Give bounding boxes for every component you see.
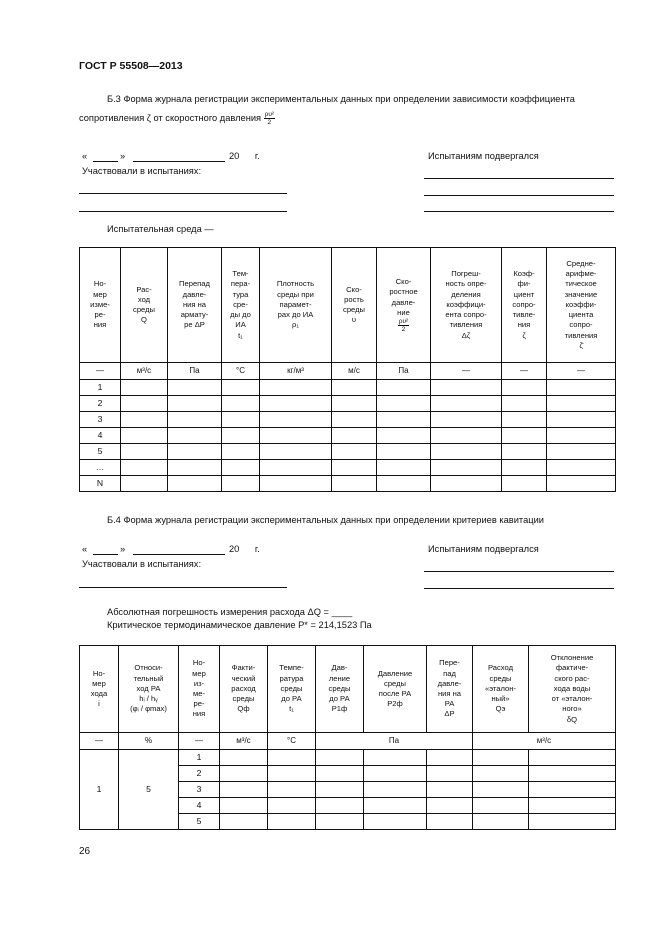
b3-header-cell [377, 248, 431, 363]
data-cell[interactable] [222, 412, 260, 428]
data-cell[interactable] [473, 766, 529, 782]
data-cell[interactable] [377, 428, 431, 444]
b3-unit-cell: кг/м³ [260, 363, 332, 380]
data-cell[interactable] [547, 428, 616, 444]
data-cell[interactable] [332, 380, 377, 396]
measurement-number: 5 [179, 814, 220, 830]
data-cell[interactable] [121, 460, 168, 476]
data-cell[interactable] [260, 412, 332, 428]
b3-header-cell: Ско- рость среды υ [332, 248, 377, 363]
b3-unit-cell: м³/с [121, 363, 168, 380]
test-medium-label: Испытательная среда — [107, 224, 214, 234]
data-cell[interactable] [268, 782, 316, 798]
data-cell[interactable] [502, 444, 547, 460]
data-cell[interactable] [260, 476, 332, 492]
b4-header-cell: Темпе- ратура среды до РА t₁ [268, 646, 316, 733]
data-cell[interactable] [260, 460, 332, 476]
data-cell[interactable] [427, 798, 473, 814]
b4-header-cell: Пере- пад давле- ния на РА ΔP [427, 646, 473, 733]
tested-object-label: Испытаниям подвергался [428, 544, 539, 554]
data-cell[interactable] [431, 460, 502, 476]
data-cell[interactable] [547, 380, 616, 396]
data-cell[interactable] [377, 396, 431, 412]
data-cell[interactable] [427, 814, 473, 830]
data-cell[interactable] [332, 460, 377, 476]
data-cell[interactable] [547, 460, 616, 476]
data-cell[interactable] [260, 396, 332, 412]
data-cell[interactable] [473, 814, 529, 830]
data-cell[interactable] [220, 750, 268, 766]
data-cell[interactable] [220, 814, 268, 830]
data-cell[interactable] [547, 412, 616, 428]
page-number: 26 [79, 846, 91, 857]
participant-blank [79, 587, 287, 588]
section-b4-title: Б.4 Форма журнала регистрации экспериментальных данных при определении критериев кавитации [107, 515, 544, 525]
data-cell[interactable] [222, 444, 260, 460]
b3-unit-cell: — [502, 363, 547, 380]
section-b3-title-line2: сопротивления ζ от скоростного давления [79, 113, 262, 123]
data-cell[interactable] [168, 476, 222, 492]
b4-unit-cell: — [179, 733, 220, 750]
data-cell[interactable] [316, 798, 364, 814]
measurement-number: 1 [179, 750, 220, 766]
data-cell[interactable] [473, 782, 529, 798]
b4-unit-cell: °С [268, 733, 316, 750]
b3-header-row [80, 248, 616, 363]
table-row [80, 412, 616, 428]
data-cell[interactable] [473, 798, 529, 814]
data-cell[interactable] [377, 380, 431, 396]
data-cell[interactable] [529, 814, 616, 830]
data-cell[interactable] [332, 428, 377, 444]
date-close-quote: » [120, 151, 126, 161]
date-open-quote: « [82, 544, 88, 554]
data-cell[interactable] [260, 444, 332, 460]
section-b3-title: Б.3 Форма журнала регистрации экспериментальных данных при определении зависимости коэффициента [107, 94, 575, 104]
b4-unit-cell: м³/с [473, 733, 616, 750]
data-cell[interactable] [529, 782, 616, 798]
data-cell[interactable] [222, 460, 260, 476]
date-year-label: 20 г. [229, 544, 260, 554]
dynamic-pressure-fraction: $\frac{\text{ρυ²}}{2}$ [264, 111, 275, 127]
b3-journal-table [79, 247, 616, 492]
tested-object-blank [424, 211, 614, 212]
b4-header-row [80, 646, 616, 733]
b3-units-row [80, 363, 616, 380]
b3-unit-cell: — [80, 363, 121, 380]
critical-pressure-line: Критическое термодинамическое давление P* = 214,1523 Па [107, 620, 372, 630]
measurement-number: 3 [179, 782, 220, 798]
data-cell[interactable] [364, 782, 427, 798]
data-cell[interactable] [260, 428, 332, 444]
data-cell[interactable] [377, 444, 431, 460]
data-cell[interactable] [121, 396, 168, 412]
row-number: 3 [80, 412, 121, 428]
data-cell[interactable] [377, 460, 431, 476]
b4-header-cell: Но- мер хода i [80, 646, 119, 733]
b4-header-cell: Давление среды после РА P2ф [364, 646, 427, 733]
data-cell[interactable] [529, 750, 616, 766]
date-day-blank [93, 554, 118, 555]
data-cell[interactable] [316, 766, 364, 782]
data-cell[interactable] [431, 444, 502, 460]
data-cell[interactable] [377, 412, 431, 428]
tested-object-blank [424, 178, 614, 179]
b4-journal-table [79, 645, 616, 830]
data-cell[interactable] [364, 814, 427, 830]
participant-blank [79, 193, 287, 194]
tested-object-label: Испытаниям подвергался [428, 151, 539, 161]
data-cell[interactable] [547, 396, 616, 412]
data-cell[interactable] [222, 428, 260, 444]
data-cell[interactable] [168, 428, 222, 444]
table-row [80, 396, 616, 412]
data-cell[interactable] [332, 396, 377, 412]
date-close-quote: » [120, 544, 126, 554]
row-number: N [80, 476, 121, 492]
data-cell[interactable] [220, 766, 268, 782]
b3-unit-cell: — [547, 363, 616, 380]
b3-header-cell: Но- мер изме- ре- ния [80, 248, 121, 363]
data-cell[interactable] [222, 396, 260, 412]
date-day-blank [93, 161, 118, 162]
data-cell[interactable] [316, 782, 364, 798]
b3-header-dynamic-pressure: Ско- ростное давле- ние [389, 277, 418, 317]
date-month-blank [133, 161, 225, 162]
measurement-number: 4 [179, 798, 220, 814]
data-cell[interactable] [168, 460, 222, 476]
b3-unit-cell: Па [377, 363, 431, 380]
data-cell[interactable] [431, 476, 502, 492]
row-number: 2 [80, 396, 121, 412]
data-cell[interactable] [121, 476, 168, 492]
document-standard-header: ГОСТ Р 55508—2013 [79, 60, 183, 72]
b3-header-cell: Тем- пера- тура сре- ды до ИА t₁ [222, 248, 260, 363]
data-cell[interactable] [268, 798, 316, 814]
b4-header-cell: Расход среды «эталон- ный» Qэ [473, 646, 529, 733]
data-cell[interactable] [316, 814, 364, 830]
data-cell[interactable] [268, 814, 316, 830]
b4-header-cell: Относи- тельный ход РА hᵢ / hᵧ (φᵢ / φmax) [119, 646, 179, 733]
data-cell[interactable] [121, 412, 168, 428]
b4-header-cell: Факти- ческий расход среды Qф [220, 646, 268, 733]
data-cell[interactable] [168, 396, 222, 412]
table-row [80, 444, 616, 460]
data-cell[interactable] [220, 782, 268, 798]
table-row [80, 428, 616, 444]
row-number: 5 [80, 444, 121, 460]
participants-label: Участвовали в испытаниях: [82, 166, 202, 176]
data-cell[interactable] [431, 380, 502, 396]
data-cell[interactable] [220, 798, 268, 814]
b4-units-row [80, 733, 616, 750]
data-cell[interactable] [121, 444, 168, 460]
data-cell[interactable] [529, 798, 616, 814]
b3-unit-cell: Па [168, 363, 222, 380]
data-cell[interactable] [316, 750, 364, 766]
data-cell[interactable] [502, 396, 547, 412]
data-cell[interactable] [168, 444, 222, 460]
data-cell[interactable] [427, 782, 473, 798]
data-cell[interactable] [121, 428, 168, 444]
date-year-label: 20 г. [229, 151, 260, 161]
participant-blank [79, 211, 287, 212]
absolute-error-line: Абсолютная погрешность измерения расхода ΔQ = ____ [107, 607, 353, 617]
data-cell[interactable] [502, 460, 547, 476]
data-cell[interactable] [168, 412, 222, 428]
data-cell[interactable] [364, 798, 427, 814]
b4-unit-cell: % [119, 733, 179, 750]
tested-object-blank [424, 588, 614, 589]
data-cell[interactable] [427, 750, 473, 766]
b4-header-cell: Дав- ление среды до РА P1ф [316, 646, 364, 733]
data-cell[interactable] [332, 444, 377, 460]
data-cell[interactable] [431, 412, 502, 428]
data-cell[interactable] [168, 380, 222, 396]
data-cell[interactable] [222, 380, 260, 396]
table-row [80, 460, 616, 476]
b4-header-cell: Отклонение фактиче- ского рас- хода воды от «эталон- ного» δQ [529, 646, 616, 733]
data-cell[interactable] [502, 380, 547, 396]
table-row [80, 750, 616, 766]
b4-unit-cell: — [80, 733, 119, 750]
data-cell[interactable] [222, 476, 260, 492]
data-cell[interactable] [431, 428, 502, 444]
b3-header-cell: Средне- арифме- тическое значение коэффи- циента сопро- тивления ζ̄ [547, 248, 616, 363]
b3-header-cell: Коэф- фи- циент сопро- тивле- ния ζ [502, 248, 547, 363]
data-cell[interactable] [502, 412, 547, 428]
b4-unit-cell: Па [316, 733, 473, 750]
b3-header-cell: Погреш- ность опре- деления коэффици- ента сопро- тивления Δζ [431, 248, 502, 363]
data-cell[interactable] [547, 444, 616, 460]
b3-unit-cell: м/с [332, 363, 377, 380]
data-cell[interactable] [364, 766, 427, 782]
data-cell[interactable] [364, 750, 427, 766]
data-cell[interactable] [427, 766, 473, 782]
b3-header-cell: Рас- ход среды Q [121, 248, 168, 363]
date-open-quote: « [82, 151, 88, 161]
data-cell[interactable] [268, 750, 316, 766]
data-cell[interactable] [431, 396, 502, 412]
row-number: 4 [80, 428, 121, 444]
data-cell[interactable] [260, 380, 332, 396]
run-number: 1 [80, 750, 119, 830]
data-cell[interactable] [502, 476, 547, 492]
data-cell[interactable] [332, 412, 377, 428]
tested-object-blank [424, 195, 614, 196]
data-cell[interactable] [121, 380, 168, 396]
row-number: 1 [80, 380, 121, 396]
table-row [80, 476, 616, 492]
row-number: … [80, 460, 121, 476]
data-cell[interactable] [547, 476, 616, 492]
data-cell[interactable] [332, 476, 377, 492]
b4-unit-cell: м³/с [220, 733, 268, 750]
date-month-blank [133, 554, 225, 555]
data-cell[interactable] [529, 766, 616, 782]
table-row [80, 380, 616, 396]
b3-unit-cell: — [431, 363, 502, 380]
b3-header-cell: Плотность среды при парамет- рах до ИА ρ₁ [260, 248, 332, 363]
data-cell[interactable] [268, 766, 316, 782]
data-cell[interactable] [377, 476, 431, 492]
b3-header-cell: Перепад давле- ния на армату- ре ΔP [168, 248, 222, 363]
measurement-number: 2 [179, 766, 220, 782]
b4-header-cell: Но- мер из- ме- ре- ния [179, 646, 220, 733]
b3-unit-cell: °С [222, 363, 260, 380]
data-cell[interactable] [473, 750, 529, 766]
participants-label: Участвовали в испытаниях: [82, 559, 202, 569]
section-b3-title-cont [79, 111, 275, 126]
data-cell[interactable] [502, 428, 547, 444]
dynamic-pressure-fraction: $\frac{\text{ρυ²}}{2}$ [398, 317, 409, 333]
tested-object-blank [424, 571, 614, 572]
run-relative-stroke: 5 [119, 750, 179, 830]
